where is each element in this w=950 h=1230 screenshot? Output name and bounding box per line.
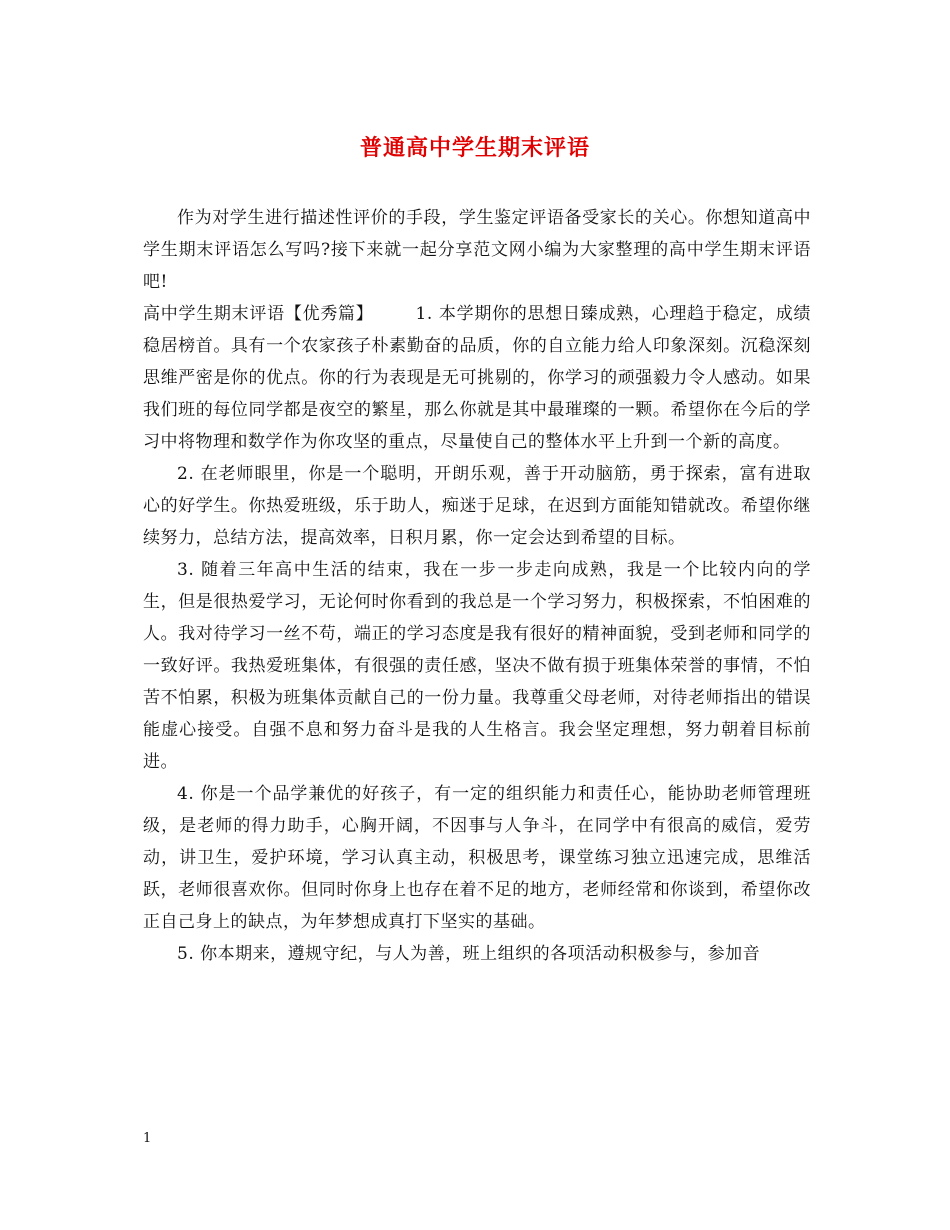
section-paragraph	[143, 298, 811, 458]
comment-item-4: 4. 你是一个品学兼优的好孩子，有一定的组织能力和责任心，能协助老师管理班级，是老师的得力助手，心胸开阔，不因事与人争斗，在同学中有很高的威信，爱劳动，讲卫生，爱护环境，学习认真主动，积极思考，课堂练习独立迅速完成，思维活跃，老师很喜欢你。但同时你身上也存在着不足的地方，老师经常和你谈到，希望你改正自己身上的缺点，为年梦想成真打下坚实的基础。	[143, 784, 811, 932]
page-title: 普通高中学生期末评语	[359, 135, 590, 161]
section-label: 高中学生期末评语【优秀篇】	[143, 304, 374, 324]
comment-item-2: 2. 在老师眼里，你是一个聪明，开朗乐观，善于开动脑筋，勇于探索，富有进取心的好学生。你热爱班级，乐于助人，痴迷于足球，在迟到方面能知错就改。希望你继续努力，总结方法，提高效率，日积月累，你一定会达到希望的目标。	[143, 464, 811, 548]
intro-paragraph: 作为对学生进行描述性评价的手段，学生鉴定评语备受家长的关心。你想知道高中学生期末评语怎么写吗?接下来就一起分享范文网小编为大家整理的高中学生期末评语吧!	[143, 208, 811, 292]
comment-item-1: 1. 本学期你的思想日臻成熟，心理趋于稳定，成绩稳居榜首。具有一个农家孩子朴素勤奋的品质，你的自立能力给人印象深刻。沉稳深刻思维严密是你的优点。你的行为表现是无可挑剔的，你学习的顽强毅力令人感动。如果我们班的每位同学都是夜空的繁星，那么你就是其中最璀璨的一颗。希望你在今后的学习中将物理和数学作为你攻坚的重点，尽量使自己的整体水平上升到一个新的高度。	[143, 304, 812, 452]
page-number: 1	[143, 1131, 152, 1146]
comment-item-5: 5. 你本期来，遵规守纪，与人为善，班上组织的各项活动积极参与，参加音	[177, 944, 761, 964]
comment-item-3: 3. 随着三年高中生活的结束，我在一步一步走向成熟，我是一个比较内向的学生，但是很热爱学习，无论何时你看到的我总是一个学习努力，积极探索，不怕困难的人。我对待学习一丝不苟，端正的学习态度是我有很好的精神面貌，受到老师和同学的一致好评。我热爱班集体，有很强的责任感，坚决不做有损于班集体荣誉的事情，不怕苦不怕累，积极为班集体贡献自己的一份力量。我尊重父母老师，对待老师指出的错误能虚心接受。自强不息和努力奋斗是我的人生格言。我会坚定理想，努力朝着目标前进。	[143, 560, 811, 772]
document-body	[143, 202, 811, 970]
